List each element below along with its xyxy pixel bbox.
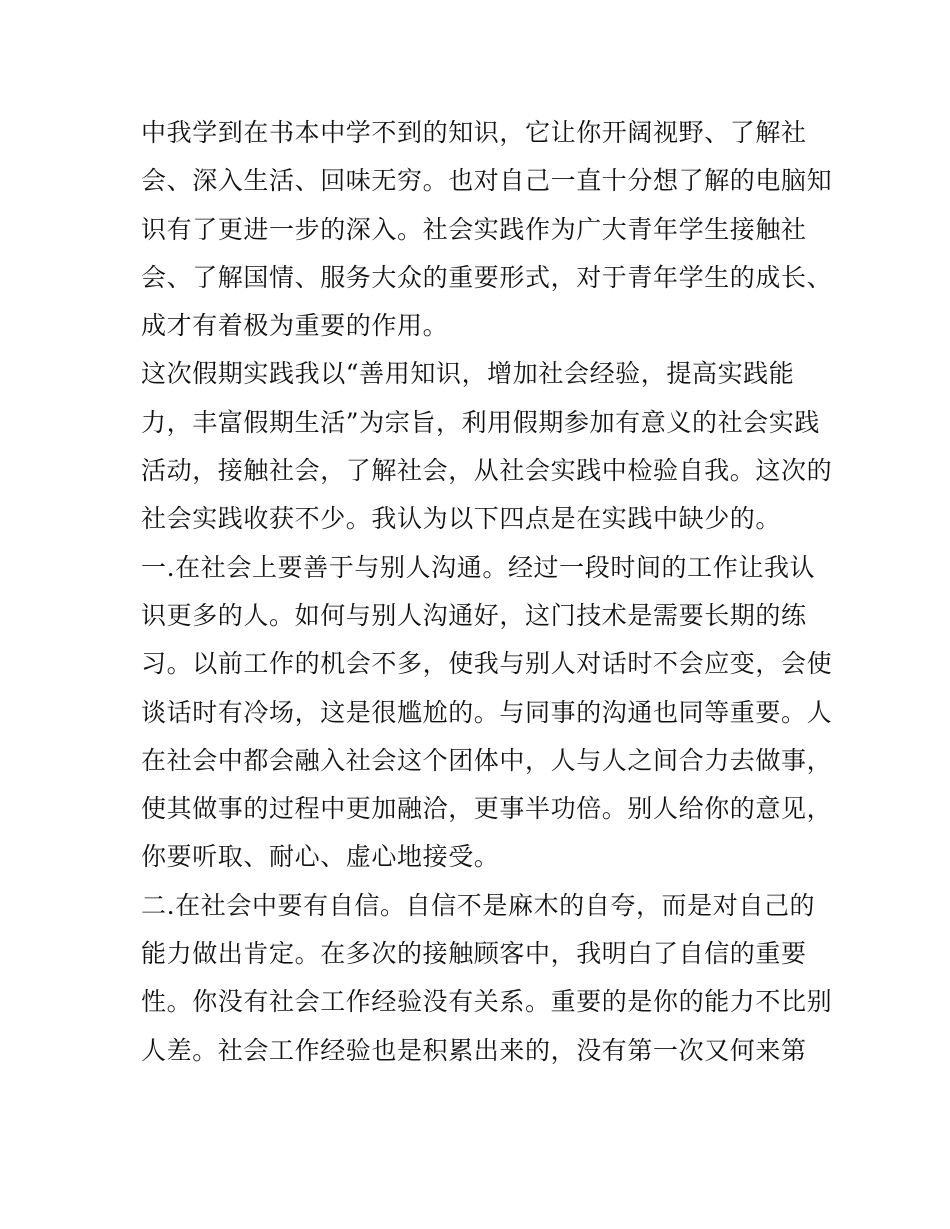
text-line: 这次假期实践我以“善用知识，增加社会经验，提高实践能	[141, 359, 795, 389]
text-line: 成才有着极为重要的作用。	[141, 311, 449, 341]
text-line: 活动，接触社会，了解社会，从社会实践中检验自我。这次的	[141, 456, 833, 486]
text-line: 中我学到在书本中学不到的知识，它让你开阔视野、了解社	[141, 118, 807, 147]
text-line: 你要听取、耐心、虚心地接受。	[141, 842, 500, 872]
text-line: 谈话时有冷场，这是很尴尬的。与同事的沟通也同等重要。人	[141, 697, 833, 727]
text-line: 会、深入生活、回味无穷。也对自己一直十分想了解的电脑知	[141, 166, 833, 196]
text-line: 社会实践收获不少。我认为以下四点是在实践中缺少的。	[141, 504, 782, 534]
text-line: 习。以前工作的机会不多，使我与别人对话时不会应变，会使	[141, 649, 833, 679]
body-text	[141, 109, 833, 1075]
text-line: 会、了解国情、服务大众的重要形式，对于青年学生的成长、	[141, 262, 833, 292]
text-line: 人差。社会工作经验也是积累出来的，没有第一次又何来第	[141, 1035, 807, 1065]
text-line: 在社会中都会融入社会这个团体中，人与人之间合力去做事，	[141, 745, 833, 775]
text-line: 一.在社会上要善于与别人沟通。经过一段时间的工作让我认	[141, 552, 816, 582]
text-line: 性。你没有社会工作经验没有关系。重要的是你的能力不比别	[141, 987, 833, 1017]
text-line: 能力做出肯定。在多次的接触顾客中，我明白了自信的重要	[141, 939, 807, 969]
text-line: 力，丰富假期生活”为宗旨，利用假期参加有意义的社会实践	[141, 407, 820, 437]
text-line: 使其做事的过程中更加融洽，更事半功倍。别人给你的意见，	[141, 794, 833, 824]
text-line: 识更多的人。如何与别人沟通好，这门技术是需要长期的练	[141, 600, 807, 630]
text-line: 识有了更进一步的深入。社会实践作为广大青年学生接触社	[141, 214, 807, 244]
text-line: 二.在社会中要有自信。自信不是麻木的自夸，而是对自己的	[141, 890, 816, 920]
